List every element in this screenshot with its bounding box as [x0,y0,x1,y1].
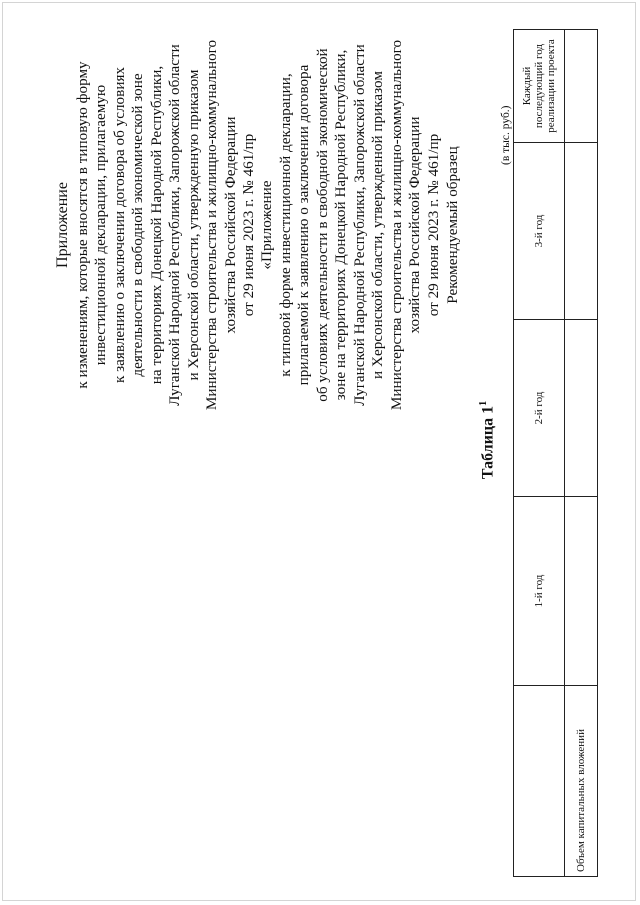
table-cell [565,30,598,143]
header-cell-year-2: 2-й год [514,320,565,497]
table-header-row [514,30,565,877]
appendix-line: и Херсонской области, утвержденную приказом [184,69,202,381]
header-cell-year-3: 3-й год [514,143,565,320]
appendix-line: инвестиционной декларации, прилагаемую [92,84,109,366]
appendix-line: на территориях Донецкой Народной Республики, [147,65,165,385]
units-note: (в тыс. руб.) [500,105,512,165]
table-title [478,370,497,510]
appendix-header [54,15,259,435]
quoted-appendix-line: об условиях деятельности в свободной экономической [313,48,331,402]
quoted-appendix-line: к типовой форме инвестиционной декларации, [276,73,294,377]
quoted-appendix-line: и Херсонской области, утвержденной приказом [369,71,386,379]
quoted-appendix-line: зоне на территориях Донецкой Народной Республики, [332,49,349,401]
appendix-line: Министерства строительства и жилищно-коммунального [203,39,220,411]
header-cell-year-1: 1-й год [514,497,565,686]
row-label: Объем капитальных вложений [565,686,598,877]
capital-investment-table [513,29,598,877]
quoted-appendix-line: «Приложение [258,180,275,270]
quoted-appendix-line: хозяйства Российской Федерации [406,116,423,334]
appendix-line: к заявлению о заключении договора об условиях [110,66,128,384]
quoted-appendix-line: от 29 июня 2023 г. № 461/пр [424,133,442,317]
table-title-footnote: 1 [478,400,489,406]
quoted-appendix-line: Министерства строительства и жилищно-коммунального [387,39,405,411]
table-row [565,30,598,877]
appendix-title: Приложение [54,182,71,268]
appendix-line: деятельности в свободной экономической зоне [129,73,146,377]
table-title-text: Таблица 1 [479,405,497,480]
sample-label: Рекомендуемый образец [444,146,461,304]
header-cell-empty [514,686,565,877]
appendix-line: к изменениям, которые вносятся в типовую форму [73,61,91,389]
appendix-line: хозяйства Российской Федерации [221,116,239,334]
table-cell [565,497,598,686]
table-cell [565,320,598,497]
quoted-appendix-line: прилагаемой к заявлению о заключении договора [295,64,312,386]
appendix-line: от 29 июня 2023 г. № 461/пр [240,133,257,317]
table-cell [565,143,598,320]
header-cell-each-next-year: Каждый последующий год реализации проекта [514,30,565,143]
quoted-appendix-header [258,15,443,435]
appendix-line: Луганской Народной Республики, Запорожской области [166,44,183,406]
quoted-appendix-line: Луганской Народной Республики, Запорожской области [350,44,368,406]
